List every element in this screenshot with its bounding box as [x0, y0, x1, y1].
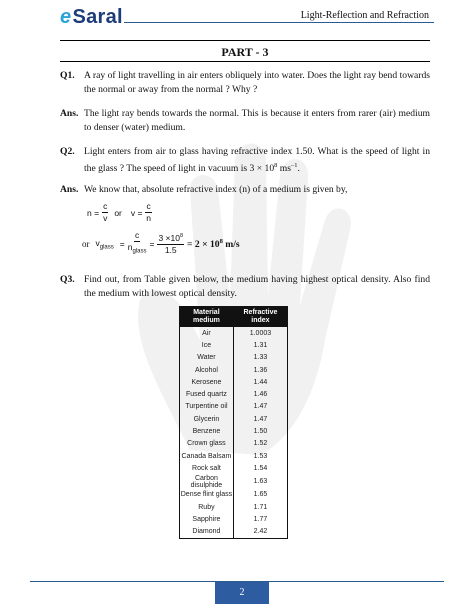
material-cell: Glycerin	[180, 413, 234, 425]
a2-label: Ans.	[60, 184, 79, 195]
index-cell: 1.65	[233, 489, 287, 501]
q1-text: A ray of light travelling in air enters obliquely into water. Does the light ray bend towards the normal or away from the normal ? Why ?	[84, 70, 430, 95]
part-heading-box	[60, 40, 430, 62]
result-value: = $2 \times 10^8$ m/s	[187, 237, 240, 250]
q2-label: Q2.	[60, 146, 75, 157]
table-row	[180, 339, 288, 351]
table-row	[180, 462, 288, 474]
table-row	[180, 388, 288, 400]
index-cell: 1.52	[233, 438, 287, 450]
answer-1	[60, 107, 430, 135]
logo-e-mark: e	[60, 6, 72, 28]
header-divider	[124, 22, 434, 23]
q2-text: Light enters from air to glass having refractive index 1.50. What is the speed of light in the glass ? The speed of light in vacuum is $3 \times 10^8$ $ms^{-1}$.	[84, 146, 430, 175]
table-row	[180, 425, 288, 437]
c-over-nglass-fraction: $\frac{c}{n_{glass}}$	[127, 230, 147, 255]
table-row	[180, 513, 288, 525]
column-header-index: Refractive index	[233, 307, 287, 327]
table-row	[180, 438, 288, 450]
part-title: PART - 3	[221, 45, 269, 59]
refractive-index-formula: n = $\frac{c}{v}$ or v = $\frac{c}{n}$	[87, 201, 151, 223]
index-cell: 1.77	[233, 513, 287, 525]
c-over-v-fraction: $\frac{c}{v}$	[103, 201, 108, 223]
index-cell: 1.63	[233, 475, 287, 489]
column-header-material: Material medium	[180, 307, 234, 327]
answer-2	[60, 183, 430, 197]
material-cell: Water	[180, 352, 234, 364]
question-1	[60, 69, 430, 97]
material-cell: Carbon disulphide	[180, 475, 234, 489]
a2-text: We know that, absolute refractive index (n) of a medium is given by,	[84, 184, 348, 195]
q3-label: Q3.	[60, 274, 75, 285]
q1-label: Q1.	[60, 70, 75, 81]
index-cell: 1.44	[233, 376, 287, 388]
logo-text: Saral	[72, 6, 123, 28]
material-cell: Canada Balsam	[180, 450, 234, 462]
material-cell: Fused quartz	[180, 388, 234, 400]
table-row	[180, 376, 288, 388]
index-cell: 1.54	[233, 462, 287, 474]
material-cell: Alcohol	[180, 364, 234, 376]
material-cell: Rock salt	[180, 462, 234, 474]
index-cell: 2.42	[233, 525, 287, 538]
saral-logo	[60, 6, 123, 29]
q3-text: Find out, from Table given below, the medium having highest optical density. Also find the medium with lowest optical density.	[84, 274, 430, 299]
table-row	[180, 413, 288, 425]
speed-calculation: or $v_{glass}$ = $\frac{c}{n_{glass}}$ = $\frac{3 \times 10^8}{1.5}$ = $2 \times 10^8$ m/s	[79, 230, 243, 258]
table-row	[180, 489, 288, 501]
index-cell: 1.50	[233, 425, 287, 437]
table-row	[180, 352, 288, 364]
table-row	[180, 475, 288, 489]
table-header-row	[180, 307, 288, 327]
material-cell: Benzene	[180, 425, 234, 437]
index-cell: 1.36	[233, 364, 287, 376]
a1-label: Ans.	[60, 108, 79, 119]
table-row	[180, 501, 288, 513]
material-cell: Turpentine oil	[180, 401, 234, 413]
a1-text: The light ray bends towards the normal. This is because it enters from rarer (air) medium to denser (water) medium.	[84, 108, 430, 133]
index-cell: 1.0003	[233, 327, 287, 340]
material-cell: Air	[180, 327, 234, 340]
table-row	[180, 525, 288, 538]
c-over-n-fraction: $\frac{c}{n}$	[146, 201, 151, 223]
material-cell: Sapphire	[180, 513, 234, 525]
material-cell: Ruby	[180, 501, 234, 513]
material-cell: Dense flint glass	[180, 489, 234, 501]
numeric-fraction: $\frac{3 \times 10^8}{1.5}$	[158, 233, 184, 256]
material-cell: Crown glass	[180, 438, 234, 450]
question-3	[60, 273, 430, 301]
table-row	[180, 364, 288, 376]
table-row	[180, 401, 288, 413]
index-cell: 1.71	[233, 501, 287, 513]
table-row	[180, 327, 288, 340]
index-cell: 1.47	[233, 401, 287, 413]
material-cell: Diamond	[180, 525, 234, 538]
question-2	[60, 145, 430, 176]
index-cell: 1.46	[233, 388, 287, 400]
index-cell: 1.53	[233, 450, 287, 462]
page-number: 2	[215, 582, 269, 604]
index-cell: 1.31	[233, 339, 287, 351]
table-row	[180, 450, 288, 462]
material-cell: Ice	[180, 339, 234, 351]
chapter-title: Light-Reflection and Refraction	[300, 10, 429, 21]
index-cell: 1.47	[233, 413, 287, 425]
index-cell: 1.33	[233, 352, 287, 364]
material-cell: Kerosene	[180, 376, 234, 388]
refractive-index-table	[179, 306, 288, 539]
